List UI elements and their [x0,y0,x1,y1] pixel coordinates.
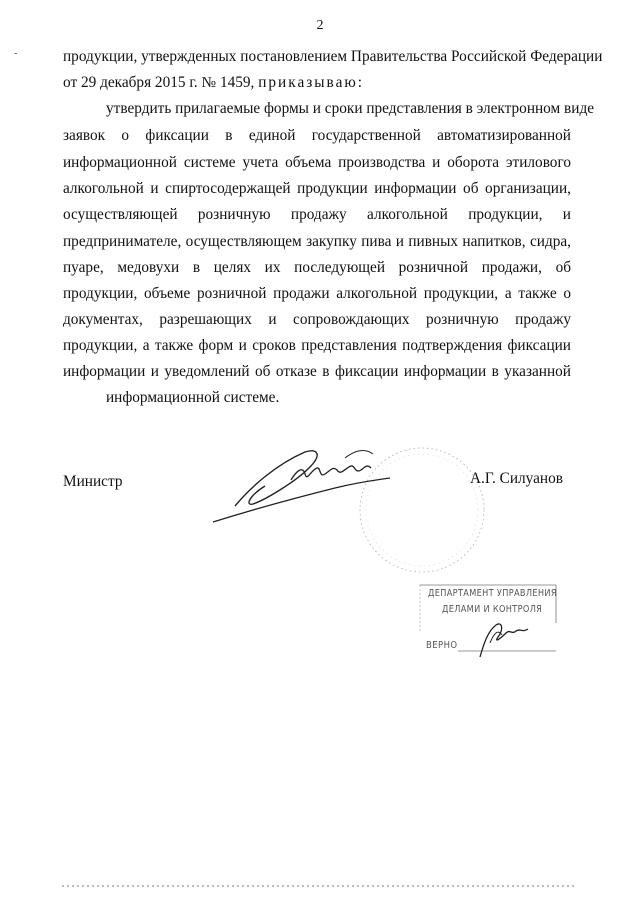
paragraph-line: осуществляющей розничную продажу алкогольной продукции, и [63,206,571,223]
paragraph-line: документах, разрешающих и сопровождающих розничную продажу [63,311,571,328]
stamp-verno-label: ВЕРНО [426,640,458,651]
stamp-department-line: ДЕПАРТАМЕНТ УПРАВЛЕНИЯ [428,588,557,599]
signatory-title: Министр [63,473,123,490]
page-number: 2 [316,18,324,33]
order-word: приказываю: [258,74,365,91]
decree-reference: от 29 декабря 2015 г. № 1459, [63,74,255,91]
paragraph-line: заявок о фиксации в единой государственной автоматизированной [63,127,571,144]
stamp-department-line: ДЕЛАМИ И КОНТРОЛЯ [442,604,543,615]
margin-mark: - [14,48,18,59]
paragraph-line: информационной системе учета объема производства и оборота этилового [63,154,571,171]
paragraph-line: продукции, объеме розничной продажи алкогольной продукции, а также о [63,285,571,302]
paragraph-line: пуаре, медовухи в целях их последующей розничной продажи, об [63,259,571,276]
paragraph-line: утвердить прилагаемые формы и сроки представления в электронном виде [106,100,595,117]
paragraph-line: алкогольной и спиртосодержащей продукции информации об организации, [63,180,571,197]
paragraph-line: информации и уведомлений об отказе в фиксации информации в указанной [63,363,571,380]
signatory-name: А.Г. Силуанов [470,470,563,487]
minister-signature-icon [205,440,405,530]
paragraph-line: продукции, утвержденных постановлением Правительства Российской Федерации [63,48,603,65]
paragraph-line: информационной системе. [106,389,280,406]
paragraph-line: продукции, а также форм и сроков представления подтверждения фиксации [63,337,571,354]
paragraph-line [63,74,364,92]
footer-divider [62,885,577,887]
paragraph-line: предпринимателе, осуществляющем закупку пива и пивных напитков, сидра, [63,233,571,250]
